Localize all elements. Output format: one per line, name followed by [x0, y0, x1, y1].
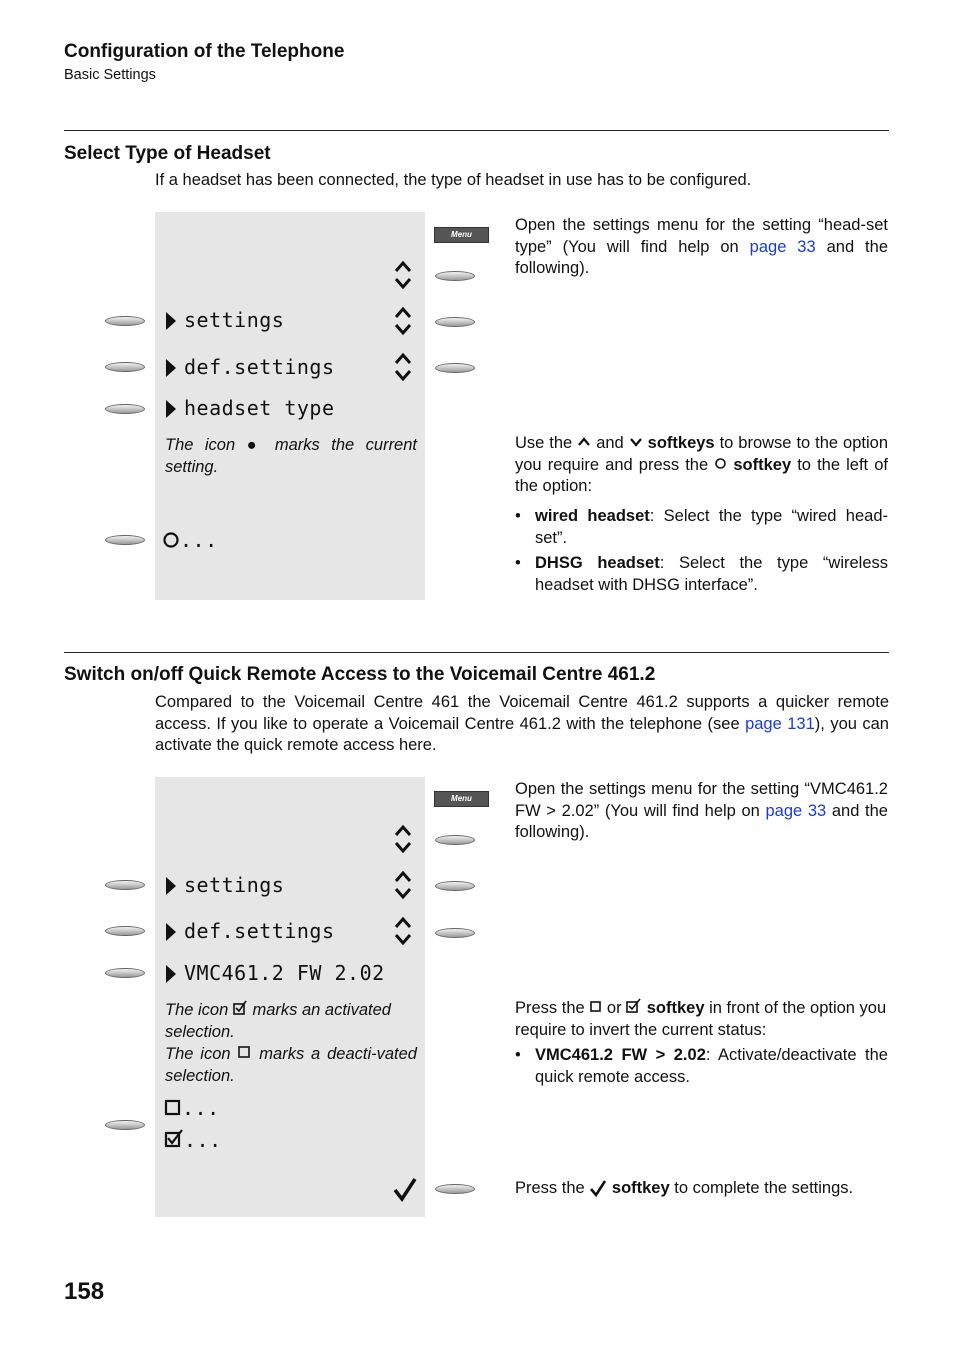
section-intro-voicemail: Compared to the Voicemail Centre 461 the Voicemail Centre 461.2 supports a quicker remote access. If you like to operate a Voicemail Centre 461.2 with the telephone (see page 131), you can activate the quick remote access here.: [155, 693, 889, 754]
softkey-left-2[interactable]: [105, 926, 145, 936]
note-activated: The icon marks an activated selection.: [165, 1001, 391, 1041]
up-down-arrows-icon: [393, 350, 413, 384]
checkbox-empty-icon: [589, 1000, 602, 1013]
section-divider: [64, 130, 889, 131]
note-current-setting: The icon ● marks the current setting.: [165, 436, 417, 476]
softkey-left-1[interactable]: [105, 880, 145, 890]
section-intro-headset: If a headset has been connected, the type of headset in use has to be configured.: [155, 171, 752, 189]
lcd-line-headset-type: headset type: [166, 396, 335, 420]
instruction-browse: Use the and softkeys to browse to the option you require and press the softkey to the left of the option:: [515, 434, 889, 495]
page-header-subtitle: Basic Settings: [64, 67, 156, 83]
lcd-line-vmc: VMC461.2 FW 2.02: [166, 961, 385, 985]
lcd-option-unchecked: ...: [164, 1096, 220, 1120]
page-link[interactable]: page 33: [749, 237, 816, 256]
lcd-line-def-settings: def.settings: [166, 919, 335, 943]
checkbox-checked-icon: [626, 998, 642, 1013]
checkbox-checked-icon: [164, 1129, 184, 1149]
softkey-right-2[interactable]: [435, 881, 475, 891]
page-header-title: Configuration of the Telephone: [64, 41, 345, 62]
lcd-option-checked: ...: [164, 1128, 222, 1152]
softkey-right-2[interactable]: [435, 317, 475, 327]
up-down-arrows-icon: [393, 258, 413, 292]
instruction-invert: Press the or softkey in front of the option you require to invert the current status:: [515, 999, 887, 1039]
instruction-complete: Press the softkey to complete the settings.: [515, 1179, 854, 1197]
softkey-left-1[interactable]: [105, 316, 145, 326]
menu-button[interactable]: Menu: [434, 791, 489, 807]
triangle-right-icon: [166, 965, 176, 983]
softkey-right-3[interactable]: [435, 928, 475, 938]
triangle-right-icon: [166, 877, 176, 895]
softkey-left-2[interactable]: [105, 362, 145, 372]
lcd-line-settings: settings: [166, 308, 284, 332]
softkey-right-3[interactable]: [435, 363, 475, 373]
softkey-left-3[interactable]: [105, 968, 145, 978]
up-down-arrows-icon: [393, 822, 413, 856]
section-title-headset: Select Type of Headset: [64, 143, 271, 164]
triangle-right-icon: [166, 359, 176, 377]
list-item: • wired headset: Select the type “wired head-set”.: [515, 507, 888, 547]
softkey-left-option[interactable]: [105, 535, 145, 545]
note-deactivated: The icon marks a deacti-vated selection.: [165, 1045, 417, 1085]
page-number: 158: [64, 1278, 105, 1305]
lcd-line-def-settings: def.settings: [166, 355, 335, 379]
radio-empty-icon: [162, 531, 180, 549]
triangle-right-icon: [166, 312, 176, 330]
softkey-right-1[interactable]: [435, 271, 475, 281]
up-down-arrows-icon: [393, 304, 413, 338]
softkey-left-option[interactable]: [105, 1120, 145, 1130]
page-link[interactable]: page 131: [745, 714, 815, 733]
checkbox-empty-icon: [237, 1044, 252, 1059]
triangle-right-icon: [166, 923, 176, 941]
section-divider: [64, 652, 889, 653]
softkey-right-1[interactable]: [435, 835, 475, 845]
list-item: • VMC461.2 FW > 2.02: Activate/deactivate the quick remote access.: [515, 1046, 888, 1086]
checkbox-checked-icon: [233, 1000, 248, 1015]
arrow-down-icon: [629, 436, 643, 448]
triangle-right-icon: [166, 400, 176, 418]
checkmark-icon: [392, 1176, 418, 1204]
softkey-left-3[interactable]: [105, 404, 145, 414]
softkey-right-confirm[interactable]: [435, 1184, 475, 1194]
up-down-arrows-icon: [393, 914, 413, 948]
radio-empty-icon: [714, 457, 727, 470]
up-down-arrows-icon: [393, 868, 413, 902]
lcd-line-settings: settings: [166, 873, 284, 897]
menu-button[interactable]: Menu: [434, 227, 489, 243]
list-item: • DHSG headset: Select the type “wireless headset with DHSG interface”.: [515, 554, 888, 594]
checkbox-empty-icon: [164, 1099, 182, 1117]
instruction-open-menu: Open the settings menu for the setting “VMC461.2 FW > 2.02” (You will find help on page 33 and the following).: [515, 780, 888, 841]
page-link[interactable]: page 33: [765, 801, 827, 820]
lcd-option-radio: ...: [162, 528, 218, 552]
checkmark-icon: [589, 1179, 607, 1197]
arrow-up-icon: [577, 436, 591, 448]
section-title-voicemail: Switch on/off Quick Remote Access to the Voicemail Centre 461.2: [64, 664, 656, 685]
instruction-open-menu: Open the settings menu for the setting “head-set type” (You will find help on page 33 and the following).: [515, 216, 888, 277]
